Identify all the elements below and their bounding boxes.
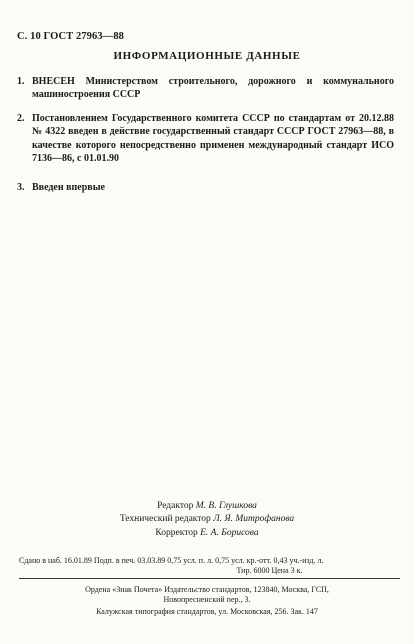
- divider-rule: [19, 578, 400, 579]
- tech-editor-role: Технический редактор: [119, 514, 211, 524]
- section-title: ИНФОРМАЦИОННЫЕ ДАННЫЕ: [113, 50, 301, 62]
- order-info-line-3: Калужская типография стандартов, ул. Московская, 256. Зак. 147: [96, 607, 318, 616]
- tech-editor-name: Л. Я. Митрофанова: [213, 514, 295, 524]
- editor-name: М. В. Глушкова: [195, 501, 257, 511]
- editor-role: Редактор: [157, 501, 194, 511]
- print-info-line-1: Сдано в наб. 16.01.89 Подп. в печ. 03.03.89 0,75 усл. п. л. 0,75 усл. кр.-отт. 0,43 уч.-изд. л.: [19, 556, 324, 565]
- order-info-line-1: Ордена «Знак Почета» Издательство стандартов, 123840, Москва, ГСП,: [85, 585, 329, 594]
- corrector-role: Корректор: [155, 528, 198, 538]
- print-info-line-2: Тир. 6000 Цена 3 к.: [236, 566, 303, 575]
- page-header: С. 10 ГОСТ 27963—88: [17, 31, 125, 42]
- item-number: 3.: [17, 182, 25, 193]
- item-text: Постановлением Государственного комитета СССР по стандартам от 20.12.88 № 4322 введен в действие государственный стандарт СССР ГОСТ 27963—88, в качестве которого непосредственно применен международный стандарт ИСО 7136—86, с 01.01.90: [32, 113, 394, 165]
- info-item-2: [17, 112, 394, 166]
- item-number: 2.: [17, 113, 25, 124]
- item-text: Введен впервые: [32, 182, 105, 193]
- order-info-line-2: Новопресненский пер., 3.: [163, 595, 251, 604]
- corrector-line: [0, 528, 414, 538]
- tech-editor-line: [0, 514, 414, 524]
- info-item-3: [17, 181, 394, 194]
- editor-line: [0, 501, 414, 511]
- corrector-name: Е. А. Борисова: [200, 528, 259, 538]
- item-number: 1.: [17, 76, 25, 87]
- item-text: ВНЕСЕН Министерством строительного, дорожного и коммунального машиностроения СССР: [32, 76, 394, 101]
- info-item-1: [17, 75, 394, 102]
